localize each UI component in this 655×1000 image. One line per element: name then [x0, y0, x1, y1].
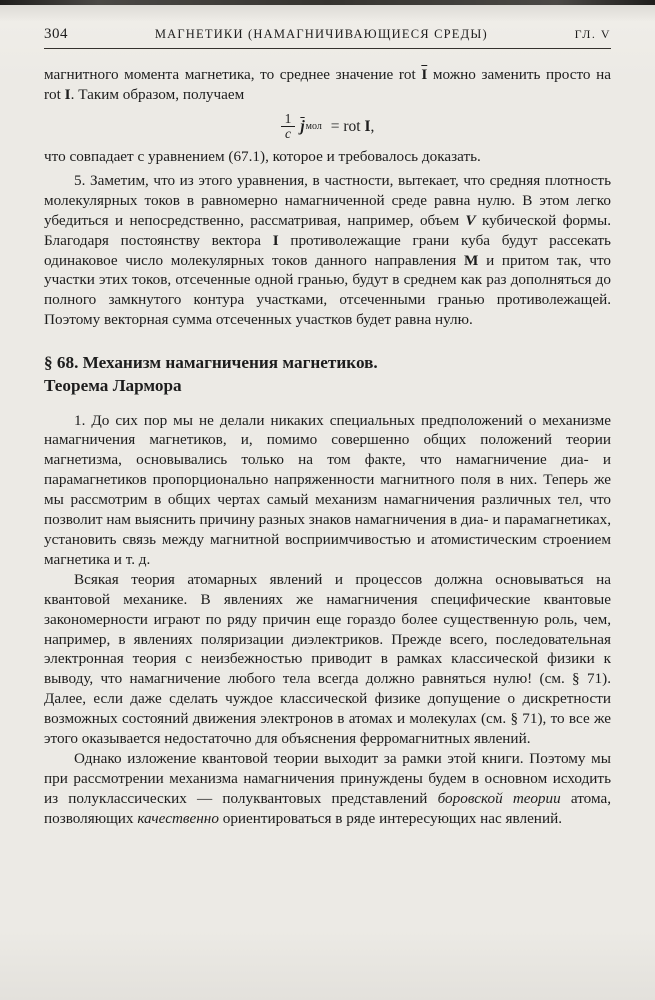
fraction-numerator: 1	[284, 110, 292, 126]
scan-edge	[0, 0, 655, 5]
current-density-symbol: $\overline{j}$	[300, 117, 305, 135]
current-density-subscript: мол	[305, 121, 322, 133]
paragraph-continuation: магнитного момента магнетика, то среднее значение rot $\overline{I}$ можно заменить просто на rot I. Таким образом, получаем	[44, 66, 611, 103]
page-number: 304	[44, 26, 68, 42]
paragraph-bohr: Однако изложение квантовой теории выходит за рамки этой книги. Поэтому мы при рассмотрении механизма намагничения принуждены будем в основном исходить из полуклассических — полуквантовых представлений боровской теории атома, позволяющих качественно ориентироваться в ряде интересующих нас явлений.	[44, 749, 611, 827]
equation	[44, 112, 611, 142]
paragraph-intro: 1. До сих пор мы не делали никаких специальных предположений о механизме намагничения магнетиков, и, помимо совершенно общих положений теории магнетизма, основывались только на том факте, что намагничение диа- и парамагнетиков пропорционально напряженности магнитного поля в них. Теперь же мы рассмотрим в общих чертах самый механизм намагничения различных тел, что позволит нам выяснить причину разных знаков намагничения в диа- и парамагнетиках, установить связь между магнитной восприимчивостью и атомистическим строением магнетика и т. д.	[44, 411, 611, 568]
section-heading-line1: § 68. Механизм намагничения магнетиков.	[44, 353, 378, 373]
header-rule	[44, 48, 611, 49]
paragraph-conclusion: что совпадает с уравнением (67.1), которое и требовалось доказать.	[44, 147, 481, 165]
chapter-label: ГЛ. V	[574, 27, 611, 41]
fraction-denominator: c	[281, 126, 295, 142]
equation-rhs: = rot I,	[326, 117, 375, 135]
equation-fraction	[281, 112, 296, 142]
paragraph-quantum: Всякая теория атомарных явлений и процессов должна основываться на квантовой механике. В явлениях же намагничения специфические квантовые закономерности играют по ряду причин еще гораздо более существенную роль, чем, например, в явлениях поляризации диэлектриков. Прежде всего, последовательная электронная теория с неизбежностью приводит в рамках классической физики к выводу, что намагничение любого тела всегда должно равняться нулю! (см. § 71). Далее, если даже сделать чуждое классической физике допущение о дискретности возможных состояний движения электронов в атомах и молекулах (см. § 71), то все же этого оказывается недостаточно для объяснения ферромагнитных явлений.	[44, 570, 611, 748]
page-header	[44, 26, 611, 43]
running-title: МАГНЕТИКИ (НАМАГНИЧИВАЮЩИЕСЯ СРЕДЫ)	[154, 27, 488, 41]
section-heading-line2: Теорема Лармора	[44, 375, 182, 395]
section-heading	[44, 352, 611, 397]
paragraph-remark: 5. Заметим, что из этого уравнения, в частности, вытекает, что средняя плотность молекулярных токов в равномерно намагниченной среде равна нулю. В этом легко убедиться и непосредственно, рассматривая, например, объем V кубической формы. Благодаря постоянству вектора I противолежащие грани куба будут рассекать одинаковое число молекулярных токов данного направления M и притом так, что участки этих токов, отсеченные одной гранью, будут в среднем как раз дополняться до полного замкнутого контура участками, отсеченными гранью противолежащей. Поэтому векторная сумма отсеченных участков будет равна нулю.	[44, 171, 611, 329]
